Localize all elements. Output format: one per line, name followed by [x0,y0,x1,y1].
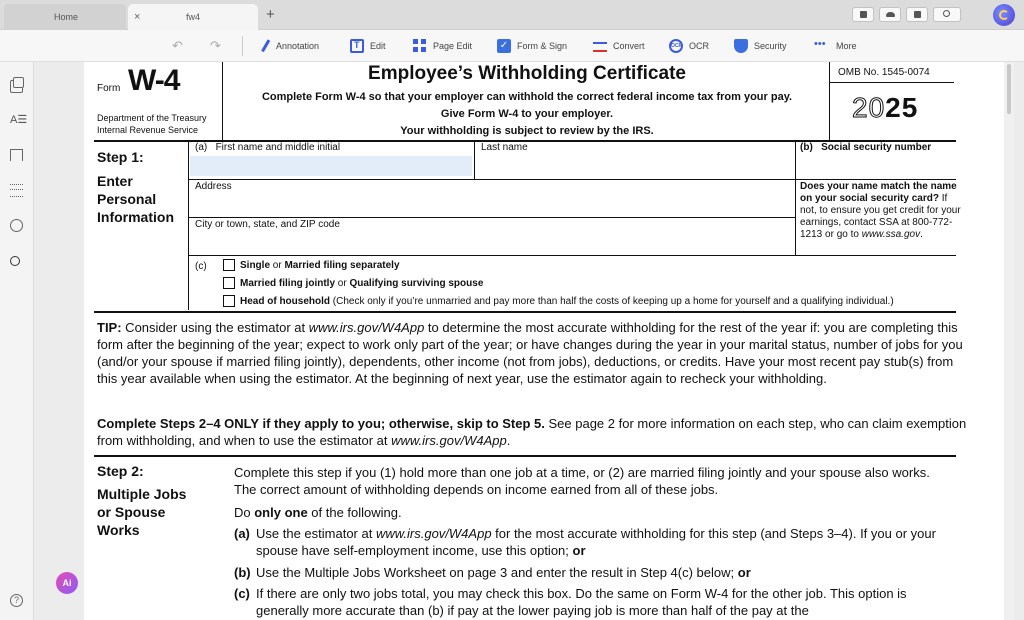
security-label: Security [754,41,787,51]
tip-text1: Consider using the estimator at [121,320,309,335]
step1-left-rule [188,140,189,310]
ssn-q-rest: If not, to ensure you get credit for your earnings, contact SSA at 800-772-1213 or go to [800,193,961,240]
option-a-label: (a) [234,526,250,541]
share-button[interactable] [906,7,928,22]
page-edit-label: Page Edit [433,41,473,51]
opt2-a: Married filing jointly [240,278,336,289]
complete-text: See page 2 for more information on each step, who can claim exemption from withholding, and when to use the estimator at [97,416,967,448]
left-sidebar [0,62,34,620]
complete-bold: Complete Steps 2–4 ONLY if they apply to you; otherwise, skip to Step 5. [97,416,545,431]
ssn-text: Social security number [821,142,932,153]
do-c: of the following. [307,505,402,520]
opt1-b: or [270,260,285,271]
page-grid-icon [413,39,427,53]
tax-year [852,92,918,124]
name-divider [474,140,475,180]
tip-text2: to determine the most accurate withholding for the rest of the year if: you are completing this form after the beginning of the year; expect to work only part of the year; or have changes during the year in your marital status, number of jobs for you (and/or your spouse if married filing jointly), dependents, other income (not from jobs), deductions, or credits. Have your most recent pay stub(s) from this year available when using the estimator. At the beginning of next year, use the estimator again to recheck your withholding. [97,320,963,386]
married-option [240,278,483,289]
step1-line2: Enter [97,173,133,189]
label-b: (b) [800,142,813,153]
opt3-b: (Check only if you’re unmarried and pay more than half the costs of keeping up a home for yourself and a qualifying individual.) [330,296,894,307]
opt2-b: or [335,278,350,289]
tip-paragraph [97,319,977,387]
ocr-label: OCR [689,41,709,51]
step2-line3: or Spouse [97,504,166,520]
step2-do [234,504,402,521]
option-a-text [256,525,954,559]
document-viewer [34,62,1014,620]
complete-url: www.irs.gov/W4App [391,433,507,448]
department [97,112,207,136]
ocr-button[interactable] [669,38,709,54]
ssn-question [800,181,965,241]
hoh-option [240,296,894,307]
tab-home[interactable] [4,4,126,30]
step2-title [97,462,186,539]
annotation-label: Annotation [276,41,320,51]
step1-title [97,148,174,226]
convert-button[interactable] [593,38,645,54]
pdf-page [84,62,1009,620]
a-text2: for the most accurate withholding for this step (and Steps 3–4). If you or your spouse have self-employment income, use this option; [256,526,936,558]
b-or: or [737,565,751,580]
complete-end: . [506,433,511,448]
subtitle-line1: Complete Form W-4 so that your employer can withhold the correct federal income tax from your pay. [261,91,793,103]
first-name-label [195,142,340,153]
tab-fw4[interactable] [128,4,258,30]
first-name-input[interactable] [190,156,472,176]
step1-line3: Personal [97,191,157,207]
ssn-rule [795,179,956,180]
file-icon [860,11,867,18]
tab-bar [0,0,1024,30]
ssn-q-bold: Does your name match the name on your social security card? [800,181,957,204]
edit-button[interactable] [350,38,386,54]
redo-button[interactable]: ↷ [210,38,221,53]
a-url: www.irs.gov/W4App [375,526,492,541]
step2-intro: Complete this step if you (1) hold more than one job at a time, or (2) are married filing jointly and your spouse also works. The correct amount of withholding depends on income earned from all of these jobs. [234,465,930,497]
label-a: (a) [195,142,208,153]
file-button[interactable] [852,7,874,22]
city-rule [188,255,956,256]
ssn-q-url: www.ssa.gov [861,229,921,240]
dept-line2: Internal Revenue Service [97,125,199,135]
avatar[interactable] [993,4,1015,26]
opt1-c: Married filing separately [284,260,400,271]
opt3-a: Head of household [240,296,330,307]
vertical-scrollbar[interactable] [1004,62,1014,620]
tip-url: www.irs.gov/W4App [308,320,425,335]
omb-number: OMB No. 1545-0074 [838,67,930,78]
year-prefix: 20 [852,92,886,123]
checkbox-icon: ✓ [497,39,511,53]
form-number: W-4 [128,64,180,97]
form-title: Employee’s Withholding Certificate [368,63,686,84]
form-sign-button[interactable] [497,38,567,54]
form-subtitle [224,89,830,140]
do-b: only one [254,505,308,520]
opt1-a: Single [240,260,271,271]
opt2-c: Qualifying surviving spouse [349,278,484,289]
married-checkbox[interactable] [223,277,235,289]
hoh-checkbox[interactable] [223,295,235,307]
step2-line1: Step 2: [97,463,144,479]
a-text1: Use the estimator at [256,526,376,541]
ssn-label [800,142,931,153]
shield-icon [734,39,748,53]
annotation-button[interactable] [260,38,319,54]
bookmark-icon[interactable] [10,149,23,161]
dept-line1: Department of the Treasury [97,113,207,123]
single-option [240,260,400,271]
step1-bottom-rule [94,311,956,313]
close-tab-icon[interactable]: × [134,11,141,23]
step1-line4: Information [97,209,174,225]
share-icon [914,11,921,18]
cloud-button[interactable] [879,7,901,22]
main-toolbar [0,30,1024,62]
step2-top-rule [94,455,956,457]
find-icon[interactable] [10,256,20,266]
pen-icon [261,39,273,53]
tip-label: TIP: [97,320,122,335]
attachment-icon[interactable] [10,219,23,232]
more-button[interactable] [814,38,857,54]
city-label: City or town, state, and ZIP code [195,219,340,230]
ssn-divider [795,140,796,255]
label-c: (c) [195,261,207,272]
undo-button[interactable]: ↶ [172,38,183,53]
outline-icon[interactable] [10,184,23,197]
more-label: More [836,41,857,51]
header-divider-right [829,62,830,140]
address-label: Address [195,181,232,192]
convert-label: Convert [613,41,645,51]
option-b-label: (b) [234,565,251,580]
ocr-icon: OCR [669,39,683,53]
page-edit-button[interactable] [413,38,472,54]
header-divider-left [222,62,223,140]
tab-fw4-label: fw4 [186,12,201,22]
ssn-q-end: . [920,229,923,240]
text-panel-icon[interactable]: A☰ [10,114,28,126]
step2-line4: Works [97,522,140,538]
subtitle-line3: Your withholding is subject to review by the IRS. [400,125,654,137]
search-icon [943,10,950,17]
omb-rule [829,82,954,83]
last-name-label: Last name [481,142,528,153]
window-actions [852,7,961,22]
new-tab-button[interactable]: + [266,6,275,23]
security-button[interactable] [734,38,787,54]
year-suffix: 25 [885,92,919,123]
do-a: Do [234,505,255,520]
first-name-text: First name and middle initial [215,142,341,153]
convert-icon [593,42,607,52]
edit-label: Edit [370,41,386,51]
subtitle-line2: Give Form W-4 to your employer. [440,108,614,120]
thumbnails-icon[interactable] [10,80,23,93]
form-sign-label: Form & Sign [517,41,568,51]
option-c-label: (c) [234,586,250,601]
edit-text-icon [350,39,364,53]
help-icon[interactable]: ? [10,594,23,607]
a-or: or [572,543,586,558]
cloud-icon [886,12,895,17]
step2-line2: Multiple Jobs [97,486,187,502]
option-b-text [256,564,954,581]
option-c-text: If there are only two jobs total, you may check this box. Do the same on Form W-4 for the other job. This option is generally more accurate than (b) if pay at the lower paying job is more than half of the pay at the [256,586,907,618]
more-icon [814,39,830,53]
app-logo-icon [999,10,1009,20]
b-text: Use the Multiple Jobs Worksheet on page 3 and enter the result in Step 4(c) below; [256,565,738,580]
ai-assistant-button[interactable]: Ai [56,572,78,594]
single-checkbox[interactable] [223,259,235,271]
complete-paragraph [97,415,977,449]
address-rule [188,217,795,218]
scrollbar-thumb[interactable] [1007,64,1011,114]
name-rule [188,179,795,180]
search-button[interactable] [933,7,961,22]
step1-line1: Step 1: [97,149,144,165]
toolbar-divider [242,36,243,56]
form-label: Form [97,83,121,94]
tab-home-label: Home [54,12,79,22]
